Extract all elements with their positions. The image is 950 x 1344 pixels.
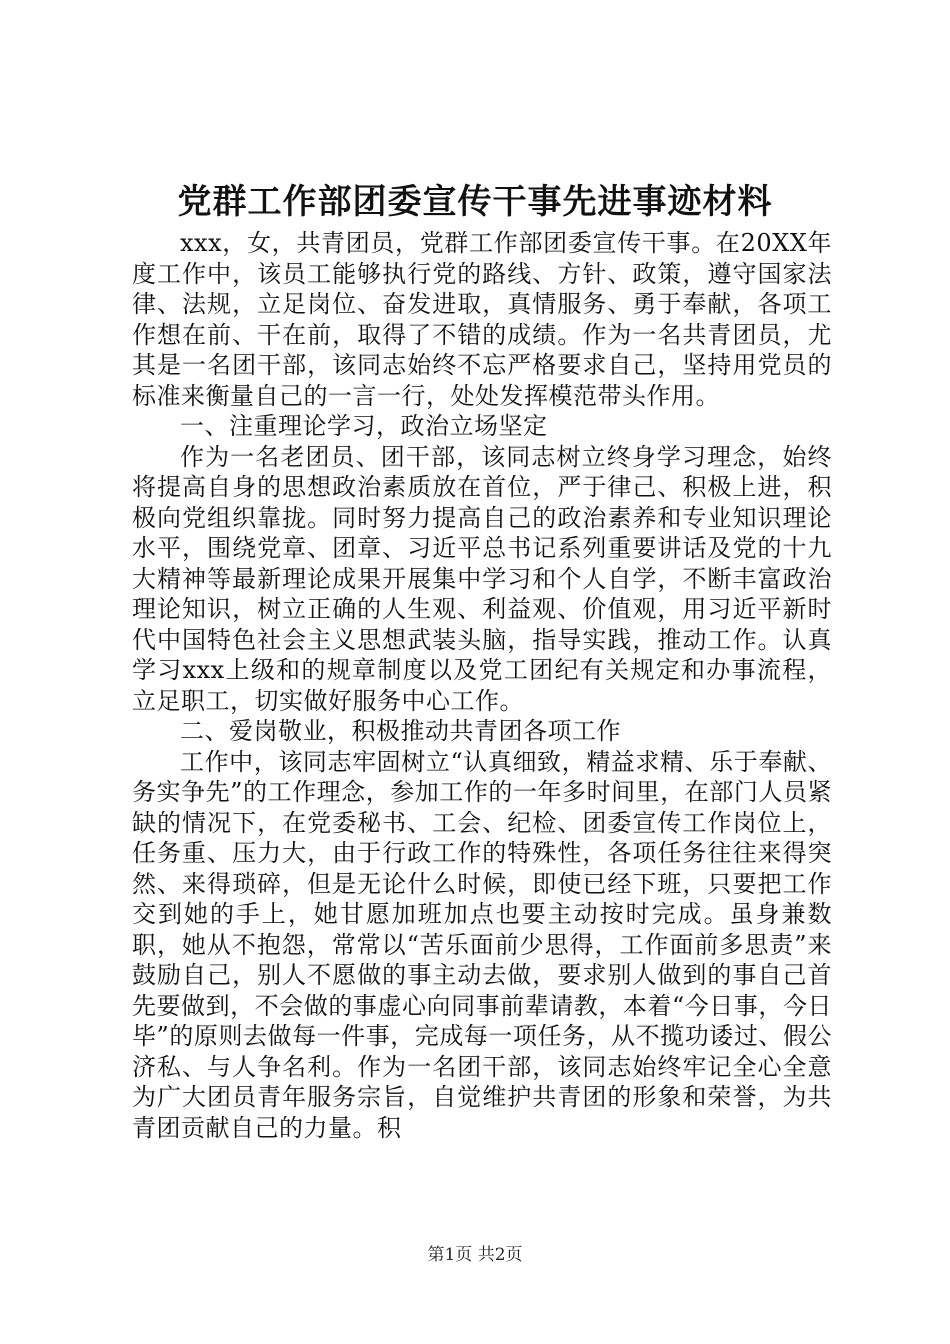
- document-body: [132, 228, 832, 1143]
- paragraph-section-1: 作为一名老团员、团干部，该同志树立终身学习理念，始终将提高自身的思想政治素质放在首位，严于律己、积极上进，积极向党组织靠拢。同时努力提高自己的政治素养和专业知识理论水平，围绕党章、团章、习近平总书记系列重要讲话及党的十九大精神等最新理论成果开展集中学习和个人自学，不断丰富政治理论知识，树立正确的人生观、利益观、价值观，用习近平新时代中国特色社会主义思想武装头脑，指导实践，推动工作。认真学习xxx上级和的规章制度以及党工团纪有关规定和办事流程，立足职工，切实做好服务中心工作。: [132, 442, 832, 715]
- paragraph-intro: xxx，女，共青团员，党群工作部团委宣传干事。在20XX年度工作中，该员工能够执行党的路线、方针、政策，遵守国家法律、法规，立足岗位、奋发进取，真情服务、勇于奉献，各项工作想在前、干在前，取得了不错的成绩。作为一名共青团员，尤其是一名团干部，该同志始终不忘严格要求自己，坚持用党员的标准来衡量自己的一言一行，处处发挥模范带头作用。: [132, 229, 832, 410]
- page-footer: 第1页 共2页: [427, 1245, 523, 1265]
- paragraph-section-2: 工作中，该同志牢固树立“认真细致，精益求精、乐于奉献、务实争先”的工作理念，参加工作的一年多时间里，在部门人员紧缺的情况下，在党委秘书、工会、纪检、团委宣传工作岗位上，任务重、压力大，由于行政工作的特殊性，各项任务往往来得突然、来得琐碎，但是无论什么时候，即使已经下班，只要把工作交到她的手上，她甘愿加班加点也要主动按时完成。虽身兼数职，她从不抱怨，常常以“苦乐面前少思得，工作面前多思责”来鼓励自己，别人不愿做的事主动去做，要求别人做到的事自己首先要做到，不会做的事虚心向同事前辈请教，本着“今日事，今日毕”的原则去做每一件事，完成每一项任务，从不揽功诿过、假公济私、与人争名利。作为一名团干部，该同志始终牢记全心全意为广大团员青年服务宗旨，自觉维护共青团的形象和荣誉，为共青团贡献自己的力量。积: [132, 747, 832, 1142]
- section-heading-2: 二、爱岗敬业，积极推动共青团各项工作: [180, 717, 621, 745]
- section-heading-1: 一、注重理论学习，政治立场坚定: [180, 412, 548, 440]
- document-title: 党群工作部团委宣传干事先进事迹材料: [177, 182, 773, 222]
